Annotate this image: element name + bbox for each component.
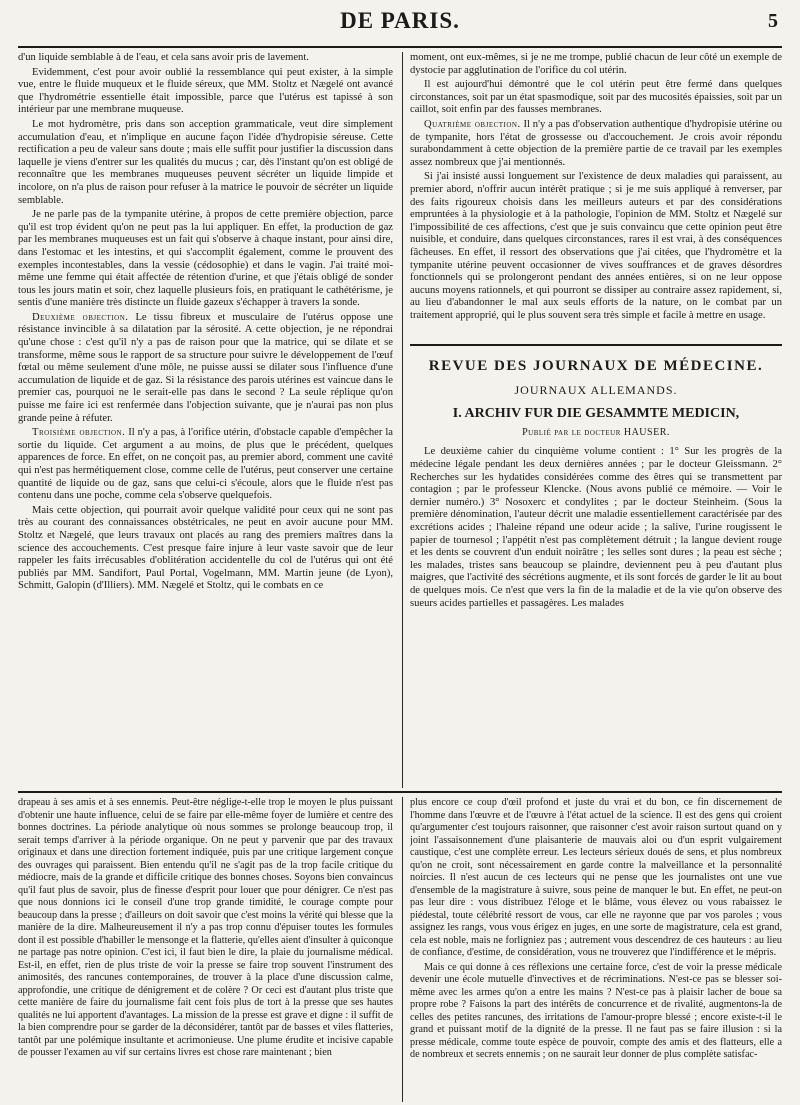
paragraph — [410, 119, 782, 169]
paragraph-text: Le tissu fibreux et musculaire de l'utérus oppose une résistance invincible à sa dilatation par la sérosité. A cette objection, je ne répondrai qu'une chose : c'est qu'il n'y a pas de raison pour que la matrice, qui se dilate et se transforme, même sous le rapport de sa structure pour suivre le développement de l'œuf fœtal ou même seulement d'une môle, ne puisse aussi se dilater sous l'influence d'une accumulation de liquide et de gaz. Si la résistance des parois utérines est vaincue dans le premier cas, pourquoi ne le serait-elle pas dans le second ? La seule réplique qu'on puisse me faire ici est renfermée dans l'objection suivante, que je n'aurai pas non plus grande peine à réfuter. — [18, 311, 393, 424]
paragraph — [18, 67, 393, 117]
lower-right-column — [410, 797, 782, 1102]
objection-lead: Troisième objection. — [32, 427, 126, 439]
fold-divider — [18, 791, 782, 793]
paragraph — [410, 797, 782, 960]
page-header — [18, 2, 782, 48]
paragraph — [18, 119, 393, 207]
revue-title: REVUE DES JOURNAUX DE MÉDECINE. — [428, 358, 764, 375]
paragraph — [18, 427, 393, 503]
objection-lead: Quatrième objection. — [424, 118, 521, 130]
objection-lead: Deuxième objection. — [32, 311, 129, 323]
paragraph — [410, 52, 782, 77]
archiv-heading: I. ARCHIV FUR DIE GESAMMTE MEDICIN, — [452, 406, 740, 422]
paragraph — [410, 79, 782, 117]
paragraph-text: Le mot hydromètre, pris dans son acception grammaticale, veut dire simplement accumulation d'eau, et n'implique en aucune façon l'idée d'hydropisie séreuse. Cette rectification a peu de valeur sans doute ; mais elle suffit pour justifier la discussion dans laquelle je viens d'entrer sur les qualités du mucus ; car, dès l'instant qu'on est obligé de reconnaître que les membranes muqueuses peuvent sécréter un liquide limpide et incolore, on n'a plus de raison pour refuser à la matrice le pouvoir de sécréter un liquide semblable. — [18, 118, 393, 206]
revue-subtitle: JOURNAUX ALLEMANDS. — [514, 383, 678, 398]
paragraph — [18, 505, 393, 593]
publie-byline: Publié par le docteur HAUSER. — [522, 427, 670, 439]
paragraph — [18, 312, 393, 425]
paragraph-text: Il n'y a pas, à l'orifice utérin, d'obstacle capable d'empêcher la sortie du liquide. Cet argument a au moins, de plus que le précédent, quelques apparences de force. En effet, on ne conçoit pas, au premier abord, comment une cavité qui n'est pas hermétiquement close, comme celle de l'utérus, peut conserver une certaine quantité de liquide ou de gaz, sans que celui-ci s'écoule, alors que le fluide n'est pas contenu dans une poche, comme cela s'observe quelquefois. — [18, 427, 393, 502]
paragraph — [410, 962, 782, 1062]
column-divider — [402, 52, 403, 788]
paragraph — [410, 171, 782, 322]
paragraph — [18, 209, 393, 310]
paragraph-text: drapeau à ses amis et à ses ennemis. Peut-être néglige-t-elle trop le moyen le plus puissant d'obtenir une haute influence, celui de se faire par elle-même foyer de lumière et centre des bonnes doctrines. La période analytique où nous sommes se prolonge beaucoup trop, il serait temps d'arriver à la période organique. On ne peut y parvenir que par des travaux originaux et dans une direction fortement indiquée, puis par une critique largement conçue des ouvrages qui paraissent. Bien entendu qu'il ne s'agit pas de la trop facile critique du médiocre, mais de la grande et difficile critique des bonnes choses. Soyons bien convaincus qu'il faut plus de savoir, plus de finesse d'esprit pour louer que pour dénigrer. Ce n'est pas que nous donnions ici le conseil d'une trop grande timidité, le courage compte pour beaucoup dans la presse ; d'ailleurs on doit savoir que c'est moins la vérité qui blesse que la manière de la dire. Malheureusement il n'y a pas trop connu d'épuiser toutes les formules dont il est possible d'habiller le mensonge et la flatterie, qu'elles aient d'insulter à quiconque ne partage pas notre opinion. C'est ici, il faut bien le dire, la plaie du journalisme médical. Est-il, en effet, rien de plus triste de voir la presse se faire trop souvent l'instrument des animosités, des rancunes contemporaines, de trouver à la place d'une discussion calme, approfondie, une critique de dénigrement et de colère ? Or ceci est d'autant plus triste que cette manière de faire du journalisme fait cent fois plus de tort à la presse que ses hautes qualités ne lui apportent d'avantages. La mission de la presse est grave et digne : il suffit de la bien comprendre pour se garder de la déconsidérer, tantôt par de basses et viles flatteries, tantôt par une polémique insultante et acrimonieuse. Une plume érudite et incisive capable de pousser l'examen au vif sur certains livres est chose rare maintenant ; bien — [18, 797, 393, 1058]
paragraph-text: Evidemment, c'est pour avoir oublié la ressemblance qui peut exister, à la simple vue, entre le fluide muqueux et le fluide séreux, que MM. Stoltz et Nægelé ont avancé que l'hydrométrie essentielle était impossible, parce que l'utérus est tapissé à son intérieur par une membrane muqueuse. — [18, 66, 393, 116]
paragraph-text: Mais ce qui donne à ces réflexions une certaine force, c'est de voir la presse médicale devenir une école mutuelle d'invectives et de récriminations. N'est-ce pas se blesser soi-même avec les armes qu'on a entre les mains ? N'est-ce pas à plaisir lacher de boue sa propre robe ? Faisons la part des intérêts de concurrence et de rivalité, augmentons-la de celles des petites rancunes, des irritations de l'amour-propre blessé ; encore existe-t-il le grand et puissant motif de la dignité de la presse. Il ne faut pas se faire illusion : si la presse médicale, comme toute espèce de pouvoir, compte des amis et des flatteurs, elle a de nombreux et secrets ennemis ; on ne saurait leur donner de plus complète satisfac- — [410, 961, 782, 1060]
paragraph-text: moment, ont eux-mêmes, si je ne me trompe, publié chacun de leur côté un exemple de dystocie par agglutination de l'orifice du col utérin. — [410, 52, 782, 76]
paragraph — [410, 446, 782, 610]
upper-right-column — [410, 52, 782, 787]
paragraph-text: Si j'ai insisté aussi longuement sur l'existence de deux maladies qui paraissent, au premier abord, n'offrir aucun intérêt pratique ; si je me suis appliqué à renverser, par des faits rigoureux choisis dans les meilleurs auteurs et par des considérations empruntées à la physiologie et à la pathologie, l'opinion de MM. Stoltz et Nægelé sur l'impossibilité de ces affections, c'est que je suis convaincu que cette opinion peut être nuisible, et conduire, dans quelques circonstances, rares il est vrai, à des conséquences fâcheuses. En effet, il ressort des observations que j'ai citées, que l'hydromètre et la tympanite utérine peuvent occasionner de vives souffrances et de graves désordres fonctionnels qui se prolongeront pendant des années entières, si on ne leur oppose aucuns moyens rationnels, et qui pourront se dissiper au contraire assez rapidement, si, au lieu d'abandonner le mal aux seuls efforts de la nature, on le combat par un traitement approprié, qui le plus souvent sera très simple et facile à mettre en usage. — [410, 171, 782, 321]
paragraph — [18, 52, 393, 65]
article-continuation — [410, 52, 782, 322]
paragraph-text: Je ne parle pas de la tympanite utérine, à propos de cette première objection, parce qu'il est trop évident qu'on ne peut pas la lui appliquer. En effet, la production de gaz par les membranes muqueuses est un fait qui s'observe à chaque instant, pour ainsi dire, dans l'estomac et les intestins, et qui s'accomplit également, comme le prouvent des exemples incontestables, dans la vessie (cédosophie) et dans le vagin. J'ai traité moi-même une femme qui était affectée de rétention d'urine, et que j'étais obligé de sonder tous les jours matin et soir, chez laquelle plusieurs fois, en pratiquant le cathétérisme, je sentis d'une manière très distincte un fluide gazeux s'échapper à travers la sonde. — [18, 209, 393, 309]
paragraph-text: Il est aujourd'hui démontré que le col utérin peut être fermé dans quelques circonstances, soit par un état spasmodique, soit par des mucosités épaissies, soit par un caillot, soit enfin par des fausses membranes. — [410, 79, 782, 116]
paragraph-text: plus encore ce coup d'œil profond et juste du vrai et du bon, ce fin discernement de l'homme dans l'œuvre et de l'œuvre à l'état actuel de la science. Il est des gens qui croient qu'argumenter c'est toujours raisonner, que raisonner c'est avoir raison surtout quand on y joint l'assaisonnement d'une plaisanterie de mauvais aloi ou d'un esprit vulgairement caustique, c'est une complète erreur. Les lecteurs sérieux doués de sens, et plus nombreux qu'on ne croit, sont nécessairement en garde contre la malveillance et la personnalité noircies. Il n'est aucun de ces lecteurs qui ne pense que les journalistes ont une vue d'ensemble de la magistrature à suivre, sous peine de manquer le but. En effet, ne peut-on pas leur dire : vous distribuez l'éloge et le blâme, vous élevez ou vous rabaissez le piédestal, toute célébrité ressort de vous, car elle ne rayonne que par vos paroles ; vous assignez les rangs, vous vous érigez en juges, en une sorte de magistrature, cela est grand, cela est noble, mais ne forligniez pas ; autrement vous descendrez de ces hauteurs : au lieu de confiance, d'estime, de considération, vous ne trouverez que l'indifférence et le mépris. — [410, 797, 782, 958]
header-title: DE PARIS. — [340, 8, 460, 33]
section-divider — [410, 344, 782, 346]
paragraph-text: Il n'y a pas d'observation authentique d'hydropisie utérine ou de tympanite, hors l'état de grossesse ou d'accouchement. Je crois avoir répondu surabondamment à cette objection de la première partie de ce travail par les exemples assez nombreux que j'ai mentionnés. — [410, 118, 782, 168]
page-number: 5 — [768, 10, 778, 32]
paragraph-text: Le deuxième cahier du cinquième volume contient : 1° Sur les progrès de la médecine légale pendant les deux dernières années ; par le docteur Gleissmann. 2° Recherches sur les hydatides considérées comme des êtres qui se transmettent par contagion ; par le professeur Klencke. (Nous avons publié ce mémoire. — Voir le dernier numéro.) 3° Nosoxerc et condylites ; par le docteur Steinheim. (Sous la première dénomination, l'auteur décrit une maladie essentiellement caractérisée par des excrétions acides ; l'haleine répand une odeur acide ; la salive, l'urine rougissent le papier de tournesol ; l'appétit n'est pas complètement détruit ; la langue devient rouge et les dents se couvrent d'un enduit noirâtre ; les selles sont dures ; la peau est sèche ; les malades, tristes sans beaucoup se plaindre, deviennent peu à peu d'autant plus maigres, que l'activité des sécrétions augmente, et ils sont forcés de garder le lit au bout de quelques mois. Ce n'est que vers la fin de la maladie et de la vie qu'on observe des sueurs acides partielles et passagères. Les malades — [410, 446, 782, 609]
revue-text — [410, 446, 782, 610]
paragraph-text: d'un liquide semblable à de l'eau, et cela sans avoir pris de lavement. — [18, 52, 309, 63]
lower-column-divider — [402, 797, 403, 1102]
upper-left-column — [18, 52, 393, 787]
paragraph — [18, 797, 393, 1060]
paragraph-text: Mais cette objection, qui pourrait avoir quelque validité pour ceux qui ne sont pas très au courant des connaissances obstétricales, ne peut en avoir aucune pour MM. Stoltz et Nægelé, que leurs travaux ont placés au rang des premiers maîtres dans la science des accouchements. C'est presque faire injure à leur vaste savoir que de leur rappeler les faits irrécusables d'oblitération accidentelle du col de l'utérus qui ont été publiés par MM. Sandifort, Paul Portal, Vogelmann, MM. Martin jeune (de Lyon), Schmitt, Galopin (d'Illiers). MM. Nægelé et Stoltz, qui le combats en ce — [18, 504, 393, 592]
lower-left-column — [18, 797, 393, 1102]
